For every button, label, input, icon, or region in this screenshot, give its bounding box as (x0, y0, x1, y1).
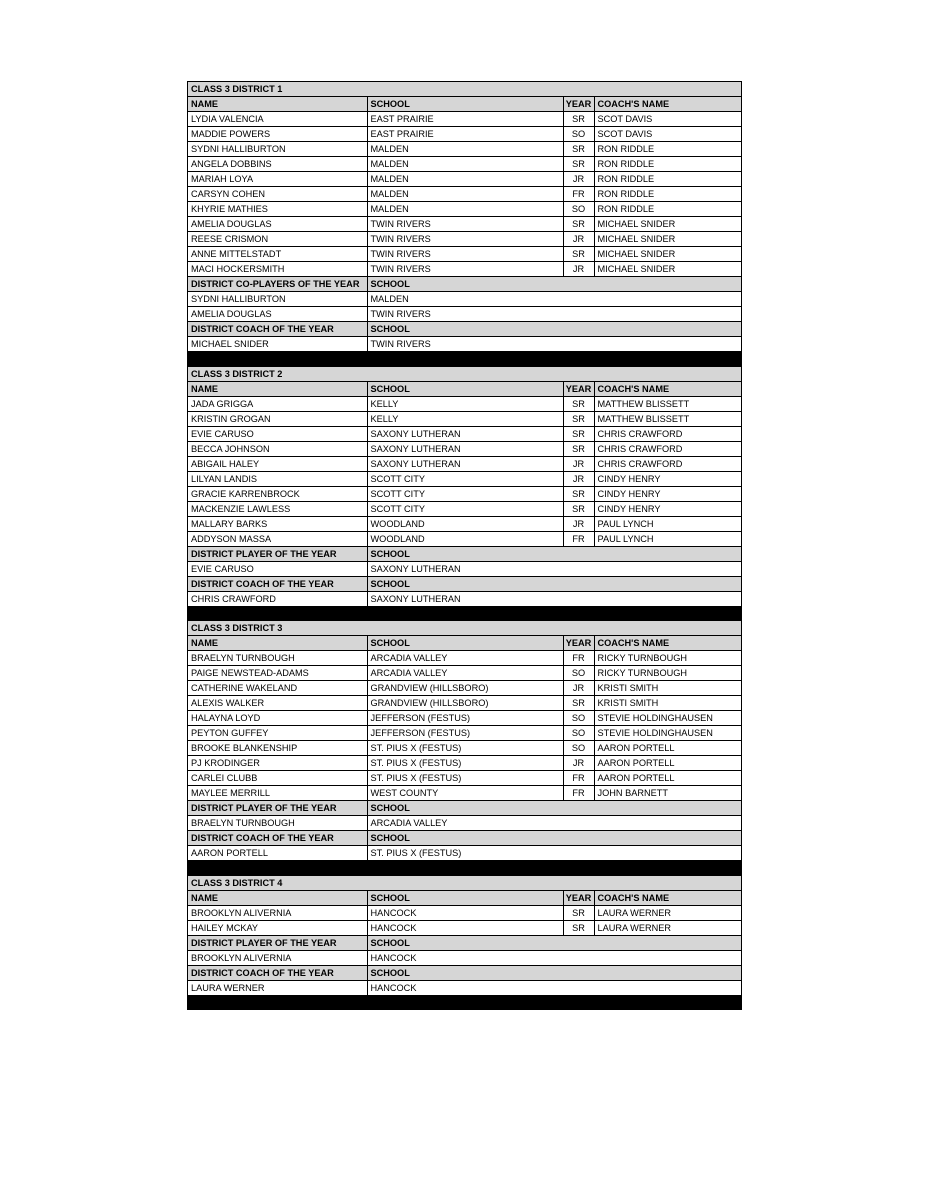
player-row (188, 681, 741, 696)
separator-bar (188, 352, 741, 367)
player-year: SR (563, 411, 594, 426)
coach-award-header-row (188, 576, 741, 591)
player-row (188, 217, 741, 232)
school-column-header: SCHOOL (367, 636, 563, 651)
player-row (188, 247, 741, 262)
player-row (188, 396, 741, 411)
separator-bar (188, 995, 741, 1010)
player-coach: AARON PORTELL (594, 741, 741, 756)
player-row (188, 441, 741, 456)
player-year: FR (563, 651, 594, 666)
player-name: LYDIA VALENCIA (188, 112, 367, 127)
player-row (188, 127, 741, 142)
school-column-header: SCHOOL (367, 97, 563, 112)
player-coach: RICKY TURNBOUGH (594, 651, 741, 666)
player-award-winner-row (188, 307, 741, 322)
player-coach: SCOT DAVIS (594, 127, 741, 142)
player-school: SCOTT CITY (367, 471, 563, 486)
year-column-header: YEAR (563, 97, 594, 112)
coach-award-winner-row (188, 846, 741, 861)
player-row (188, 456, 741, 471)
player-coach: STEVIE HOLDINGHAUSEN (594, 726, 741, 741)
player-year: SR (563, 441, 594, 456)
player-row (188, 172, 741, 187)
district-title: CLASS 3 DISTRICT 4 (188, 875, 741, 890)
player-year: JR (563, 471, 594, 486)
player-award-label: DISTRICT PLAYER OF THE YEAR (188, 546, 367, 561)
coach-award-label: DISTRICT COACH OF THE YEAR (188, 576, 367, 591)
player-name: MAYLEE MERRILL (188, 786, 367, 801)
column-header-row (188, 381, 741, 396)
player-school: MALDEN (367, 172, 563, 187)
district-title: CLASS 3 DISTRICT 1 (188, 82, 741, 97)
coach-column-header: COACH'S NAME (594, 636, 741, 651)
player-coach: KRISTI SMITH (594, 696, 741, 711)
coach-award-header-row (188, 322, 741, 337)
player-row (188, 187, 741, 202)
separator-bar (188, 861, 741, 876)
winner-name: AARON PORTELL (188, 846, 367, 861)
player-name: ADDYSON MASSA (188, 531, 367, 546)
player-award-school-label: SCHOOL (367, 801, 741, 816)
player-row (188, 711, 741, 726)
player-name: EVIE CARUSO (188, 426, 367, 441)
player-school: TWIN RIVERS (367, 217, 563, 232)
player-coach: CHRIS CRAWFORD (594, 441, 741, 456)
player-name: PJ KRODINGER (188, 756, 367, 771)
player-row (188, 232, 741, 247)
year-column-header: YEAR (563, 381, 594, 396)
player-name: BROOKE BLANKENSHIP (188, 741, 367, 756)
player-coach: CINDY HENRY (594, 501, 741, 516)
winner-name: BROOKLYN ALIVERNIA (188, 950, 367, 965)
player-school: ST. PIUS X (FESTUS) (367, 741, 563, 756)
player-coach: CHRIS CRAWFORD (594, 456, 741, 471)
coach-award-school-label: SCHOOL (367, 965, 741, 980)
section-separator (188, 861, 741, 876)
name-column-header: NAME (188, 890, 367, 905)
player-year: JR (563, 756, 594, 771)
player-row (188, 905, 741, 920)
player-school: TWIN RIVERS (367, 232, 563, 247)
player-year: SR (563, 247, 594, 262)
district-title-row (188, 621, 741, 636)
player-coach: SCOT DAVIS (594, 112, 741, 127)
player-award-school-label: SCHOOL (367, 277, 741, 292)
all-district-sheet (187, 81, 742, 1010)
player-school: TWIN RIVERS (367, 247, 563, 262)
player-school: GRANDVIEW (HILLSBORO) (367, 681, 563, 696)
school-column-header: SCHOOL (367, 381, 563, 396)
player-school: HANCOCK (367, 905, 563, 920)
player-name: SYDNI HALLIBURTON (188, 142, 367, 157)
section-separator (188, 352, 741, 367)
winner-school: ST. PIUS X (FESTUS) (367, 846, 741, 861)
player-name: ANGELA DOBBINS (188, 157, 367, 172)
column-header-row (188, 97, 741, 112)
player-row (188, 920, 741, 935)
section-separator (188, 606, 741, 621)
player-coach: CINDY HENRY (594, 486, 741, 501)
winner-school: TWIN RIVERS (367, 337, 741, 352)
coach-award-winner-row (188, 337, 741, 352)
player-coach: MICHAEL SNIDER (594, 232, 741, 247)
coach-award-label: DISTRICT COACH OF THE YEAR (188, 831, 367, 846)
player-year: SR (563, 696, 594, 711)
player-name: MADDIE POWERS (188, 127, 367, 142)
player-coach: RON RIDDLE (594, 187, 741, 202)
player-year: SO (563, 711, 594, 726)
player-row (188, 112, 741, 127)
player-year: SR (563, 112, 594, 127)
coach-award-school-label: SCHOOL (367, 576, 741, 591)
player-year: JR (563, 681, 594, 696)
player-year: SR (563, 486, 594, 501)
player-school: GRANDVIEW (HILLSBORO) (367, 696, 563, 711)
winner-name: EVIE CARUSO (188, 561, 367, 576)
player-year: JR (563, 262, 594, 277)
player-row (188, 411, 741, 426)
coach-column-header: COACH'S NAME (594, 890, 741, 905)
player-award-label: DISTRICT CO-PLAYERS OF THE YEAR (188, 277, 367, 292)
school-column-header: SCHOOL (367, 890, 563, 905)
player-year: SR (563, 905, 594, 920)
player-name: LILYAN LANDIS (188, 471, 367, 486)
player-coach: RON RIDDLE (594, 172, 741, 187)
player-school: MALDEN (367, 157, 563, 172)
player-year: FR (563, 771, 594, 786)
winner-name: LAURA WERNER (188, 980, 367, 995)
player-year: JR (563, 456, 594, 471)
player-coach: PAUL LYNCH (594, 531, 741, 546)
player-row (188, 696, 741, 711)
player-school: WOODLAND (367, 531, 563, 546)
coach-award-winner-row (188, 591, 741, 606)
winner-name: AMELIA DOUGLAS (188, 307, 367, 322)
all-district-table (188, 81, 741, 1010)
column-header-row (188, 636, 741, 651)
player-name: CARLEI CLUBB (188, 771, 367, 786)
coach-award-label: DISTRICT COACH OF THE YEAR (188, 322, 367, 337)
player-award-winner-row (188, 561, 741, 576)
player-name: ANNE MITTELSTADT (188, 247, 367, 262)
name-column-header: NAME (188, 97, 367, 112)
player-year: JR (563, 172, 594, 187)
player-row (188, 651, 741, 666)
player-school: SCOTT CITY (367, 486, 563, 501)
section-separator (188, 995, 741, 1010)
player-award-winner-row (188, 816, 741, 831)
winner-school: SAXONY LUTHERAN (367, 561, 741, 576)
column-header-row (188, 890, 741, 905)
player-row (188, 426, 741, 441)
coach-column-header: COACH'S NAME (594, 381, 741, 396)
winner-school: TWIN RIVERS (367, 307, 741, 322)
player-row (188, 202, 741, 217)
player-coach: MICHAEL SNIDER (594, 217, 741, 232)
district-title-row (188, 82, 741, 97)
player-name: PAIGE NEWSTEAD-ADAMS (188, 666, 367, 681)
player-name: KHYRIE MATHIES (188, 202, 367, 217)
winner-school: HANCOCK (367, 950, 741, 965)
player-row (188, 666, 741, 681)
player-year: JR (563, 232, 594, 247)
player-school: ST. PIUS X (FESTUS) (367, 771, 563, 786)
player-coach: MICHAEL SNIDER (594, 247, 741, 262)
player-year: JR (563, 516, 594, 531)
winner-school: HANCOCK (367, 980, 741, 995)
player-name: BRAELYN TURNBOUGH (188, 651, 367, 666)
district-title-row (188, 875, 741, 890)
year-column-header: YEAR (563, 636, 594, 651)
player-coach: RON RIDDLE (594, 157, 741, 172)
player-coach: AARON PORTELL (594, 771, 741, 786)
player-name: BECCA JOHNSON (188, 441, 367, 456)
player-school: MALDEN (367, 142, 563, 157)
player-year: SR (563, 426, 594, 441)
player-name: PEYTON GUFFEY (188, 726, 367, 741)
winner-school: SAXONY LUTHERAN (367, 591, 741, 606)
player-school: HANCOCK (367, 920, 563, 935)
player-award-winner-row (188, 292, 741, 307)
player-coach: RON RIDDLE (594, 202, 741, 217)
district-title-row (188, 366, 741, 381)
player-row (188, 756, 741, 771)
player-school: SAXONY LUTHERAN (367, 426, 563, 441)
player-row (188, 741, 741, 756)
player-school: MALDEN (367, 202, 563, 217)
winner-name: MICHAEL SNIDER (188, 337, 367, 352)
player-year: SR (563, 157, 594, 172)
player-name: AMELIA DOUGLAS (188, 217, 367, 232)
winner-name: CHRIS CRAWFORD (188, 591, 367, 606)
player-year: SR (563, 142, 594, 157)
name-column-header: NAME (188, 636, 367, 651)
player-name: KRISTIN GROGAN (188, 411, 367, 426)
player-award-header-row (188, 801, 741, 816)
year-column-header: YEAR (563, 890, 594, 905)
player-coach: AARON PORTELL (594, 756, 741, 771)
player-award-school-label: SCHOOL (367, 935, 741, 950)
player-coach: JOHN BARNETT (594, 786, 741, 801)
name-column-header: NAME (188, 381, 367, 396)
coach-award-header-row (188, 831, 741, 846)
player-school: JEFFERSON (FESTUS) (367, 726, 563, 741)
player-coach: RON RIDDLE (594, 142, 741, 157)
player-coach: MATTHEW BLISSETT (594, 396, 741, 411)
player-award-header-row (188, 277, 741, 292)
coach-award-school-label: SCHOOL (367, 831, 741, 846)
coach-award-label: DISTRICT COACH OF THE YEAR (188, 965, 367, 980)
coach-award-header-row (188, 965, 741, 980)
player-row (188, 157, 741, 172)
player-name: CARSYN COHEN (188, 187, 367, 202)
player-school: SAXONY LUTHERAN (367, 456, 563, 471)
player-name: MALLARY BARKS (188, 516, 367, 531)
player-year: SR (563, 920, 594, 935)
player-award-label: DISTRICT PLAYER OF THE YEAR (188, 801, 367, 816)
player-name: ALEXIS WALKER (188, 696, 367, 711)
winner-school: MALDEN (367, 292, 741, 307)
player-row (188, 531, 741, 546)
coach-award-winner-row (188, 980, 741, 995)
player-school: KELLY (367, 396, 563, 411)
player-row (188, 142, 741, 157)
player-coach: CINDY HENRY (594, 471, 741, 486)
player-year: SO (563, 741, 594, 756)
table-body (188, 82, 741, 1010)
district-title: CLASS 3 DISTRICT 2 (188, 366, 741, 381)
player-name: GRACIE KARRENBROCK (188, 486, 367, 501)
player-year: SO (563, 666, 594, 681)
player-name: ABIGAIL HALEY (188, 456, 367, 471)
player-coach: MATTHEW BLISSETT (594, 411, 741, 426)
player-row (188, 771, 741, 786)
player-coach: LAURA WERNER (594, 905, 741, 920)
player-school: EAST PRAIRIE (367, 127, 563, 142)
player-name: BROOKLYN ALIVERNIA (188, 905, 367, 920)
player-row (188, 516, 741, 531)
player-year: SO (563, 202, 594, 217)
player-coach: KRISTI SMITH (594, 681, 741, 696)
player-year: FR (563, 531, 594, 546)
player-award-winner-row (188, 950, 741, 965)
player-coach: RICKY TURNBOUGH (594, 666, 741, 681)
player-year: SR (563, 217, 594, 232)
player-year: FR (563, 187, 594, 202)
coach-award-school-label: SCHOOL (367, 322, 741, 337)
player-award-header-row (188, 935, 741, 950)
player-school: WEST COUNTY (367, 786, 563, 801)
player-row (188, 486, 741, 501)
player-school: EAST PRAIRIE (367, 112, 563, 127)
separator-bar (188, 606, 741, 621)
player-school: ARCADIA VALLEY (367, 666, 563, 681)
player-year: FR (563, 786, 594, 801)
winner-name: SYDNI HALLIBURTON (188, 292, 367, 307)
player-award-header-row (188, 546, 741, 561)
player-school: SCOTT CITY (367, 501, 563, 516)
player-award-label: DISTRICT PLAYER OF THE YEAR (188, 935, 367, 950)
player-school: ST. PIUS X (FESTUS) (367, 756, 563, 771)
player-year: SR (563, 501, 594, 516)
coach-column-header: COACH'S NAME (594, 97, 741, 112)
player-row (188, 501, 741, 516)
player-school: JEFFERSON (FESTUS) (367, 711, 563, 726)
player-year: SO (563, 127, 594, 142)
player-coach: PAUL LYNCH (594, 516, 741, 531)
player-year: SR (563, 396, 594, 411)
player-year: SO (563, 726, 594, 741)
player-name: MACKENZIE LAWLESS (188, 501, 367, 516)
player-name: CATHERINE WAKELAND (188, 681, 367, 696)
player-school: MALDEN (367, 187, 563, 202)
player-name: MACI HOCKERSMITH (188, 262, 367, 277)
player-row (188, 262, 741, 277)
player-school: ARCADIA VALLEY (367, 651, 563, 666)
player-school: WOODLAND (367, 516, 563, 531)
winner-name: BRAELYN TURNBOUGH (188, 816, 367, 831)
player-name: MARIAH LOYA (188, 172, 367, 187)
player-name: REESE CRISMON (188, 232, 367, 247)
player-school: KELLY (367, 411, 563, 426)
player-coach: CHRIS CRAWFORD (594, 426, 741, 441)
player-row (188, 786, 741, 801)
player-row (188, 726, 741, 741)
player-school: SAXONY LUTHERAN (367, 441, 563, 456)
player-coach: LAURA WERNER (594, 920, 741, 935)
player-school: TWIN RIVERS (367, 262, 563, 277)
district-title: CLASS 3 DISTRICT 3 (188, 621, 741, 636)
player-name: JADA GRIGGA (188, 396, 367, 411)
winner-school: ARCADIA VALLEY (367, 816, 741, 831)
player-name: HALAYNA LOYD (188, 711, 367, 726)
player-coach: STEVIE HOLDINGHAUSEN (594, 711, 741, 726)
player-coach: MICHAEL SNIDER (594, 262, 741, 277)
player-award-school-label: SCHOOL (367, 546, 741, 561)
player-name: HAILEY MCKAY (188, 920, 367, 935)
player-row (188, 471, 741, 486)
